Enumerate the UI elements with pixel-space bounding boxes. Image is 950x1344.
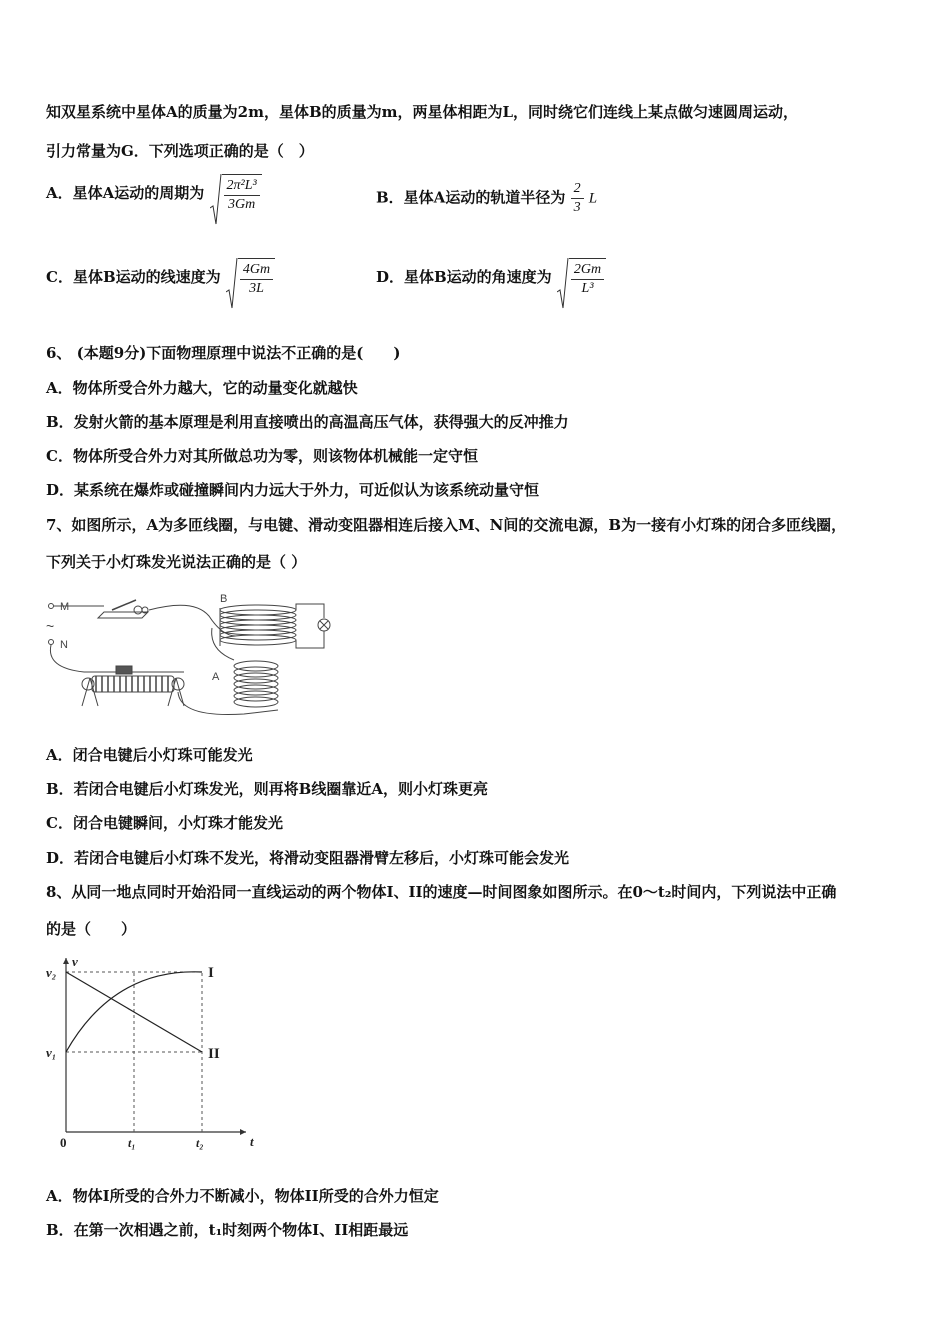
- x-axis-label: t: [250, 1134, 254, 1149]
- q5-option-c[interactable]: [46, 258, 275, 298]
- y-tick-v1: v₁: [46, 1045, 57, 1060]
- terminal-n-icon: [49, 640, 54, 645]
- q7-circuit-diagram: [44, 588, 336, 720]
- q5-option-b[interactable]: [376, 180, 597, 217]
- q5-stem-line2: 引力常量为G．下列选项正确的是（ ）: [46, 142, 314, 160]
- terminal-m-icon: [49, 604, 54, 609]
- label-b: B: [220, 593, 228, 605]
- q5-option-a-num: 2π²L³: [224, 177, 260, 196]
- q5-option-c-num: 4Gm: [240, 261, 273, 280]
- q5-option-b-text: B．星体A运动的轨道半径为: [376, 188, 566, 207]
- q7-option-d[interactable]: D．若闭合电键后小灯珠不发光，将滑动变阻器滑臂左移后，小灯珠可能会发光: [46, 849, 570, 867]
- x-tick-t1: t₁: [128, 1136, 136, 1150]
- label-ac: ~: [46, 618, 55, 634]
- series-II-label: II: [208, 1046, 220, 1062]
- q7-option-b[interactable]: B．若闭合电键后小灯珠发光，则再将B线圈靠近A，则小灯珠更亮: [46, 780, 488, 798]
- q5-option-d-text: D．星体B运动的角速度为: [376, 268, 552, 286]
- q8-stem-line2: 的是（ ）: [46, 920, 137, 938]
- q5-stem-line1: 知双星系统中星体A的质量为2m，星体B的质量为m，两星体相距为L，同时绕它们连线上某点做匀速圆周运动，: [46, 103, 799, 121]
- y-tick-v2: v₂: [46, 965, 57, 980]
- q5-option-a-formula: [210, 174, 262, 214]
- rheostat-icon: [82, 666, 184, 706]
- coil-b-icon: [220, 605, 296, 646]
- q5-option-d-den: L³: [581, 281, 594, 296]
- q5-option-c-den: 3L: [249, 281, 264, 296]
- q5-option-c-formula: [226, 258, 275, 298]
- q6-option-c[interactable]: C．物体所受合外力对其所做总功为零，则该物体机械能一定守恒: [46, 447, 478, 465]
- q7-option-c[interactable]: C．闭合电键瞬间，小灯珠才能发光: [46, 814, 283, 832]
- q8-stem-line1: 8、从同一地点同时开始沿同一直线运动的两个物体I、II的速度—时间图象如图所示。在0～t₂时间内，下列说法中正确: [46, 883, 837, 901]
- q7-stem-line2: 下列关于小灯珠发光说法正确的是（ ）: [46, 553, 307, 571]
- q5-option-b-num: 2: [571, 180, 584, 199]
- q8-option-a[interactable]: A．物体I所受的合外力不断减小，物体II所受的合外力恒定: [46, 1187, 439, 1205]
- q5-option-c-text: C．星体B运动的线速度为: [46, 268, 221, 286]
- label-a: A: [212, 671, 220, 683]
- x-tick-t2: t₂: [196, 1136, 204, 1150]
- label-n: N: [60, 639, 68, 651]
- q6-option-a[interactable]: A．物体所受合外力越大，它的动量变化就越快: [46, 379, 358, 397]
- q5-option-d[interactable]: [376, 258, 606, 298]
- q5-option-d-num: 2Gm: [571, 261, 604, 280]
- q5-option-d-formula: [557, 258, 606, 298]
- y-axis-arrow-icon: [63, 958, 69, 964]
- q6-option-d[interactable]: D．某系统在爆炸或碰撞瞬间内力远大于外力，可近似认为该系统动量守恒: [46, 481, 540, 499]
- q5-option-a-den: 3Gm: [228, 197, 256, 212]
- y-axis-label: v: [72, 954, 78, 969]
- q7-option-a[interactable]: A．闭合电键后小灯珠可能发光: [46, 746, 253, 764]
- q5-option-a-text: A．星体A运动的周期为: [46, 184, 205, 202]
- origin-label: 0: [60, 1135, 67, 1150]
- q7-stem-line1: 7、如图所示，A为多匝线圈，与电键、滑动变阻器相连后接入M、N间的交流电源，B为一接有小灯珠的闭合多匝线圈，: [46, 516, 847, 534]
- q8-option-b[interactable]: B．在第一次相遇之前，t₁时刻两个物体I、II相距最远: [46, 1221, 409, 1239]
- q8-velocity-time-chart: [44, 950, 254, 1150]
- q6-option-b[interactable]: B．发射火箭的基本原理是利用直接喷出的高温高压气体，获得强大的反冲推力: [46, 413, 569, 431]
- series-I-label: I: [208, 965, 214, 981]
- label-m: M: [60, 601, 70, 613]
- coil-a-icon: [234, 661, 278, 707]
- q5-option-b-tail: L: [588, 190, 598, 207]
- q6-stem: 6、 (本题9分)下面物理原理中说法不正确的是( ): [46, 344, 401, 362]
- q5-option-a[interactable]: [46, 174, 262, 214]
- x-axis-arrow-icon: [240, 1129, 246, 1135]
- q5-option-b-den: 3: [573, 200, 581, 215]
